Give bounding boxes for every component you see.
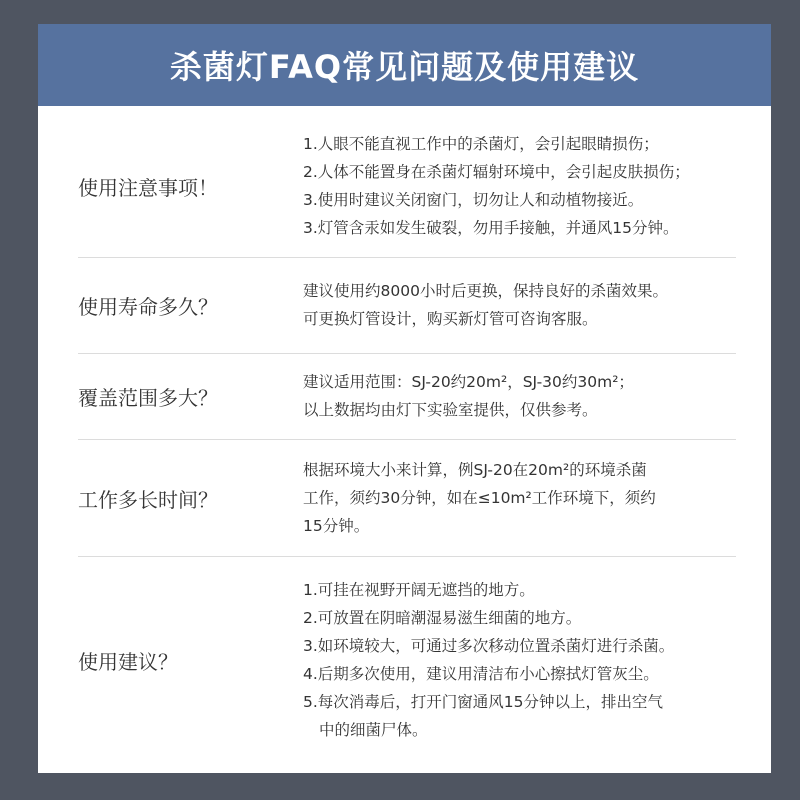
faq-question: 使用注意事项！	[78, 175, 218, 200]
answer-line: 工作，须约30分钟，如在≤10m²工作环境下，须约	[303, 489, 656, 507]
faq-question: 使用寿命多久？	[78, 294, 218, 319]
answer-line: 15分钟。	[303, 517, 370, 535]
answer-line: 2.人体不能置身在杀菌灯辐射环境中，会引起皮肤损伤；	[303, 163, 690, 181]
faq-answer	[303, 130, 736, 242]
answer-line: 5.每次消毒后，打开门窗通风15分钟以上，排出空气	[303, 693, 664, 711]
answer-line: 以上数据均由灯下实验室提供，仅供参考。	[303, 401, 598, 419]
faq-item-suggestions	[78, 557, 736, 763]
answer-line: 2.可放置在阴暗潮湿易滋生细菌的地方。	[303, 609, 582, 627]
answer-line: 可更换灯管设计，购买新灯管可咨询客服。	[303, 310, 598, 328]
answer-line: 4.后期多次使用，建议用清洁布小心擦拭灯管灰尘。	[303, 665, 659, 683]
faq-question: 覆盖范围多大？	[78, 385, 218, 410]
page-title: 杀菌灯FAQ常见问题及使用建议	[38, 24, 771, 106]
answer-line: 中的细菌尸体。	[319, 721, 428, 739]
answer-line: 建议适用范围：SJ-20约20m²，SJ-30约30m²；	[303, 373, 634, 391]
answer-line: 3.灯管含汞如发生破裂，勿用手接触，并通风15分钟。	[303, 219, 679, 237]
faq-answer	[303, 576, 736, 744]
faq-item-duration	[78, 440, 736, 556]
faq-item-coverage	[78, 354, 736, 438]
faq-question: 工作多长时间？	[78, 487, 218, 512]
faq-question: 使用建议？	[78, 649, 178, 674]
answer-line: 建议使用约8000小时后更换，保持良好的杀菌效果。	[303, 282, 668, 300]
faq-item-precautions	[78, 116, 736, 256]
answer-line: 根据环境大小来计算，例SJ-20在20m²的环境杀菌	[303, 461, 647, 479]
answer-line: 1.可挂在视野开阔无遮挡的地方。	[303, 581, 535, 599]
faq-card	[38, 24, 771, 773]
answer-line: 3.如环境较大，可通过多次移动位置杀菌灯进行杀菌。	[303, 637, 675, 655]
answer-line: 3.使用时建议关闭窗门，切勿让人和动植物接近。	[303, 191, 644, 209]
faq-answer	[303, 277, 736, 333]
answer-line: 1.人眼不能直视工作中的杀菌灯，会引起眼睛损伤；	[303, 135, 659, 153]
faq-answer	[303, 456, 736, 540]
faq-answer	[303, 368, 736, 424]
faq-item-lifespan	[78, 258, 736, 352]
